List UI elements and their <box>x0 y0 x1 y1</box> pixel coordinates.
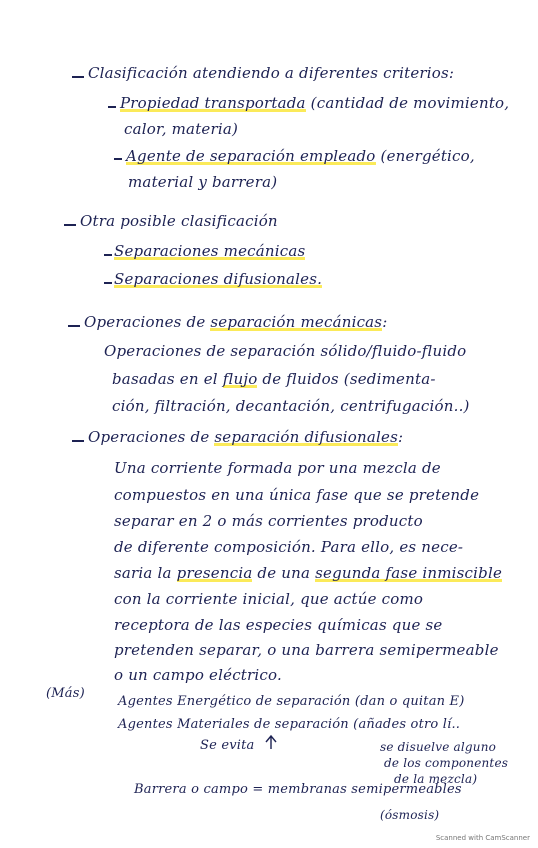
note-line <box>114 270 322 288</box>
bullet-dash <box>72 76 84 78</box>
highlighted-term: Agente de separación empleado <box>126 147 376 165</box>
highlighted-term: separación mecánicas <box>210 313 383 331</box>
highlighted-term: flujo <box>222 370 258 388</box>
highlighted-term: Separaciones mecánicas <box>114 242 306 260</box>
note-line: material y barrera) <box>128 173 278 191</box>
note-line <box>88 428 403 446</box>
note-line: (ósmosis) <box>380 808 440 822</box>
note-line: con la corriente inicial, que actúe como <box>114 590 424 608</box>
note-line: Se evita <box>200 738 255 753</box>
note-line: (Más) <box>46 686 85 701</box>
bullet-dash <box>104 254 112 256</box>
note-line: se disuelve alguno <box>380 740 497 754</box>
note-line <box>120 94 509 112</box>
bullet-dash <box>72 440 84 442</box>
note-line <box>84 313 387 331</box>
note-text: saria la <box>114 564 177 582</box>
note-text: (cantidad de movimiento, <box>305 94 510 112</box>
note-line: Agentes Materiales de separación (añades otro lí.. <box>118 717 461 732</box>
bullet-dash <box>114 158 122 160</box>
note-line: de la mezcla) <box>394 772 478 786</box>
highlighted-term: Propiedad transportada <box>120 94 306 112</box>
note-text: de una <box>252 564 316 582</box>
arrow-up-icon <box>264 734 278 750</box>
highlighted-term: segunda fase inmiscible <box>315 564 503 582</box>
note-text: basadas en el <box>112 370 223 388</box>
note-line: calor, materia) <box>124 120 239 138</box>
note-line: o un campo eléctrico. <box>114 666 282 684</box>
note-line <box>126 147 475 165</box>
scanner-watermark: Scanned with CamScanner <box>435 834 530 842</box>
note-line: Clasificación atendiendo a diferentes criterios: <box>88 64 455 82</box>
note-line: receptora de las especies químicas que se <box>114 616 443 634</box>
note-line: Otra posible clasificación <box>80 212 278 230</box>
note-line: Operaciones de separación sólido/fluido-fluido <box>104 342 467 360</box>
note-line: pretenden separar, o una barrera semipermeable <box>114 641 499 659</box>
note-line: separar en 2 o más corrientes producto <box>114 512 423 530</box>
highlighted-term: separación difusionales <box>214 428 398 446</box>
note-line: Una corriente formada por una mezcla de <box>114 459 441 477</box>
note-line: Barrera o campo = membranas semipermeables <box>134 782 462 797</box>
note-line <box>114 564 502 582</box>
bullet-dash <box>108 106 116 108</box>
note-text: (energético, <box>375 147 475 165</box>
note-text: : <box>397 428 404 446</box>
note-text: de fluidos (sedimenta- <box>257 370 436 388</box>
note-line: compuestos en una única fase que se pretende <box>114 486 480 504</box>
bullet-dash <box>64 224 76 226</box>
note-line: de diferente composición. Para ello, es nece- <box>114 538 464 556</box>
highlighted-term: Separaciones difusionales. <box>114 270 323 288</box>
note-line: ción, filtración, decantación, centrifugación..) <box>112 397 470 415</box>
note-line <box>112 370 436 388</box>
bullet-dash <box>104 282 112 284</box>
bullet-dash <box>68 325 80 327</box>
note-line <box>114 242 305 260</box>
note-text: : <box>382 313 388 331</box>
note-text: Operaciones de <box>84 313 211 331</box>
note-text: Operaciones de <box>88 428 215 446</box>
note-line: de los componentes <box>384 756 509 770</box>
note-line: Agentes Energético de separación (dan o quitan E) <box>118 694 465 709</box>
highlighted-term: presencia <box>176 564 253 582</box>
